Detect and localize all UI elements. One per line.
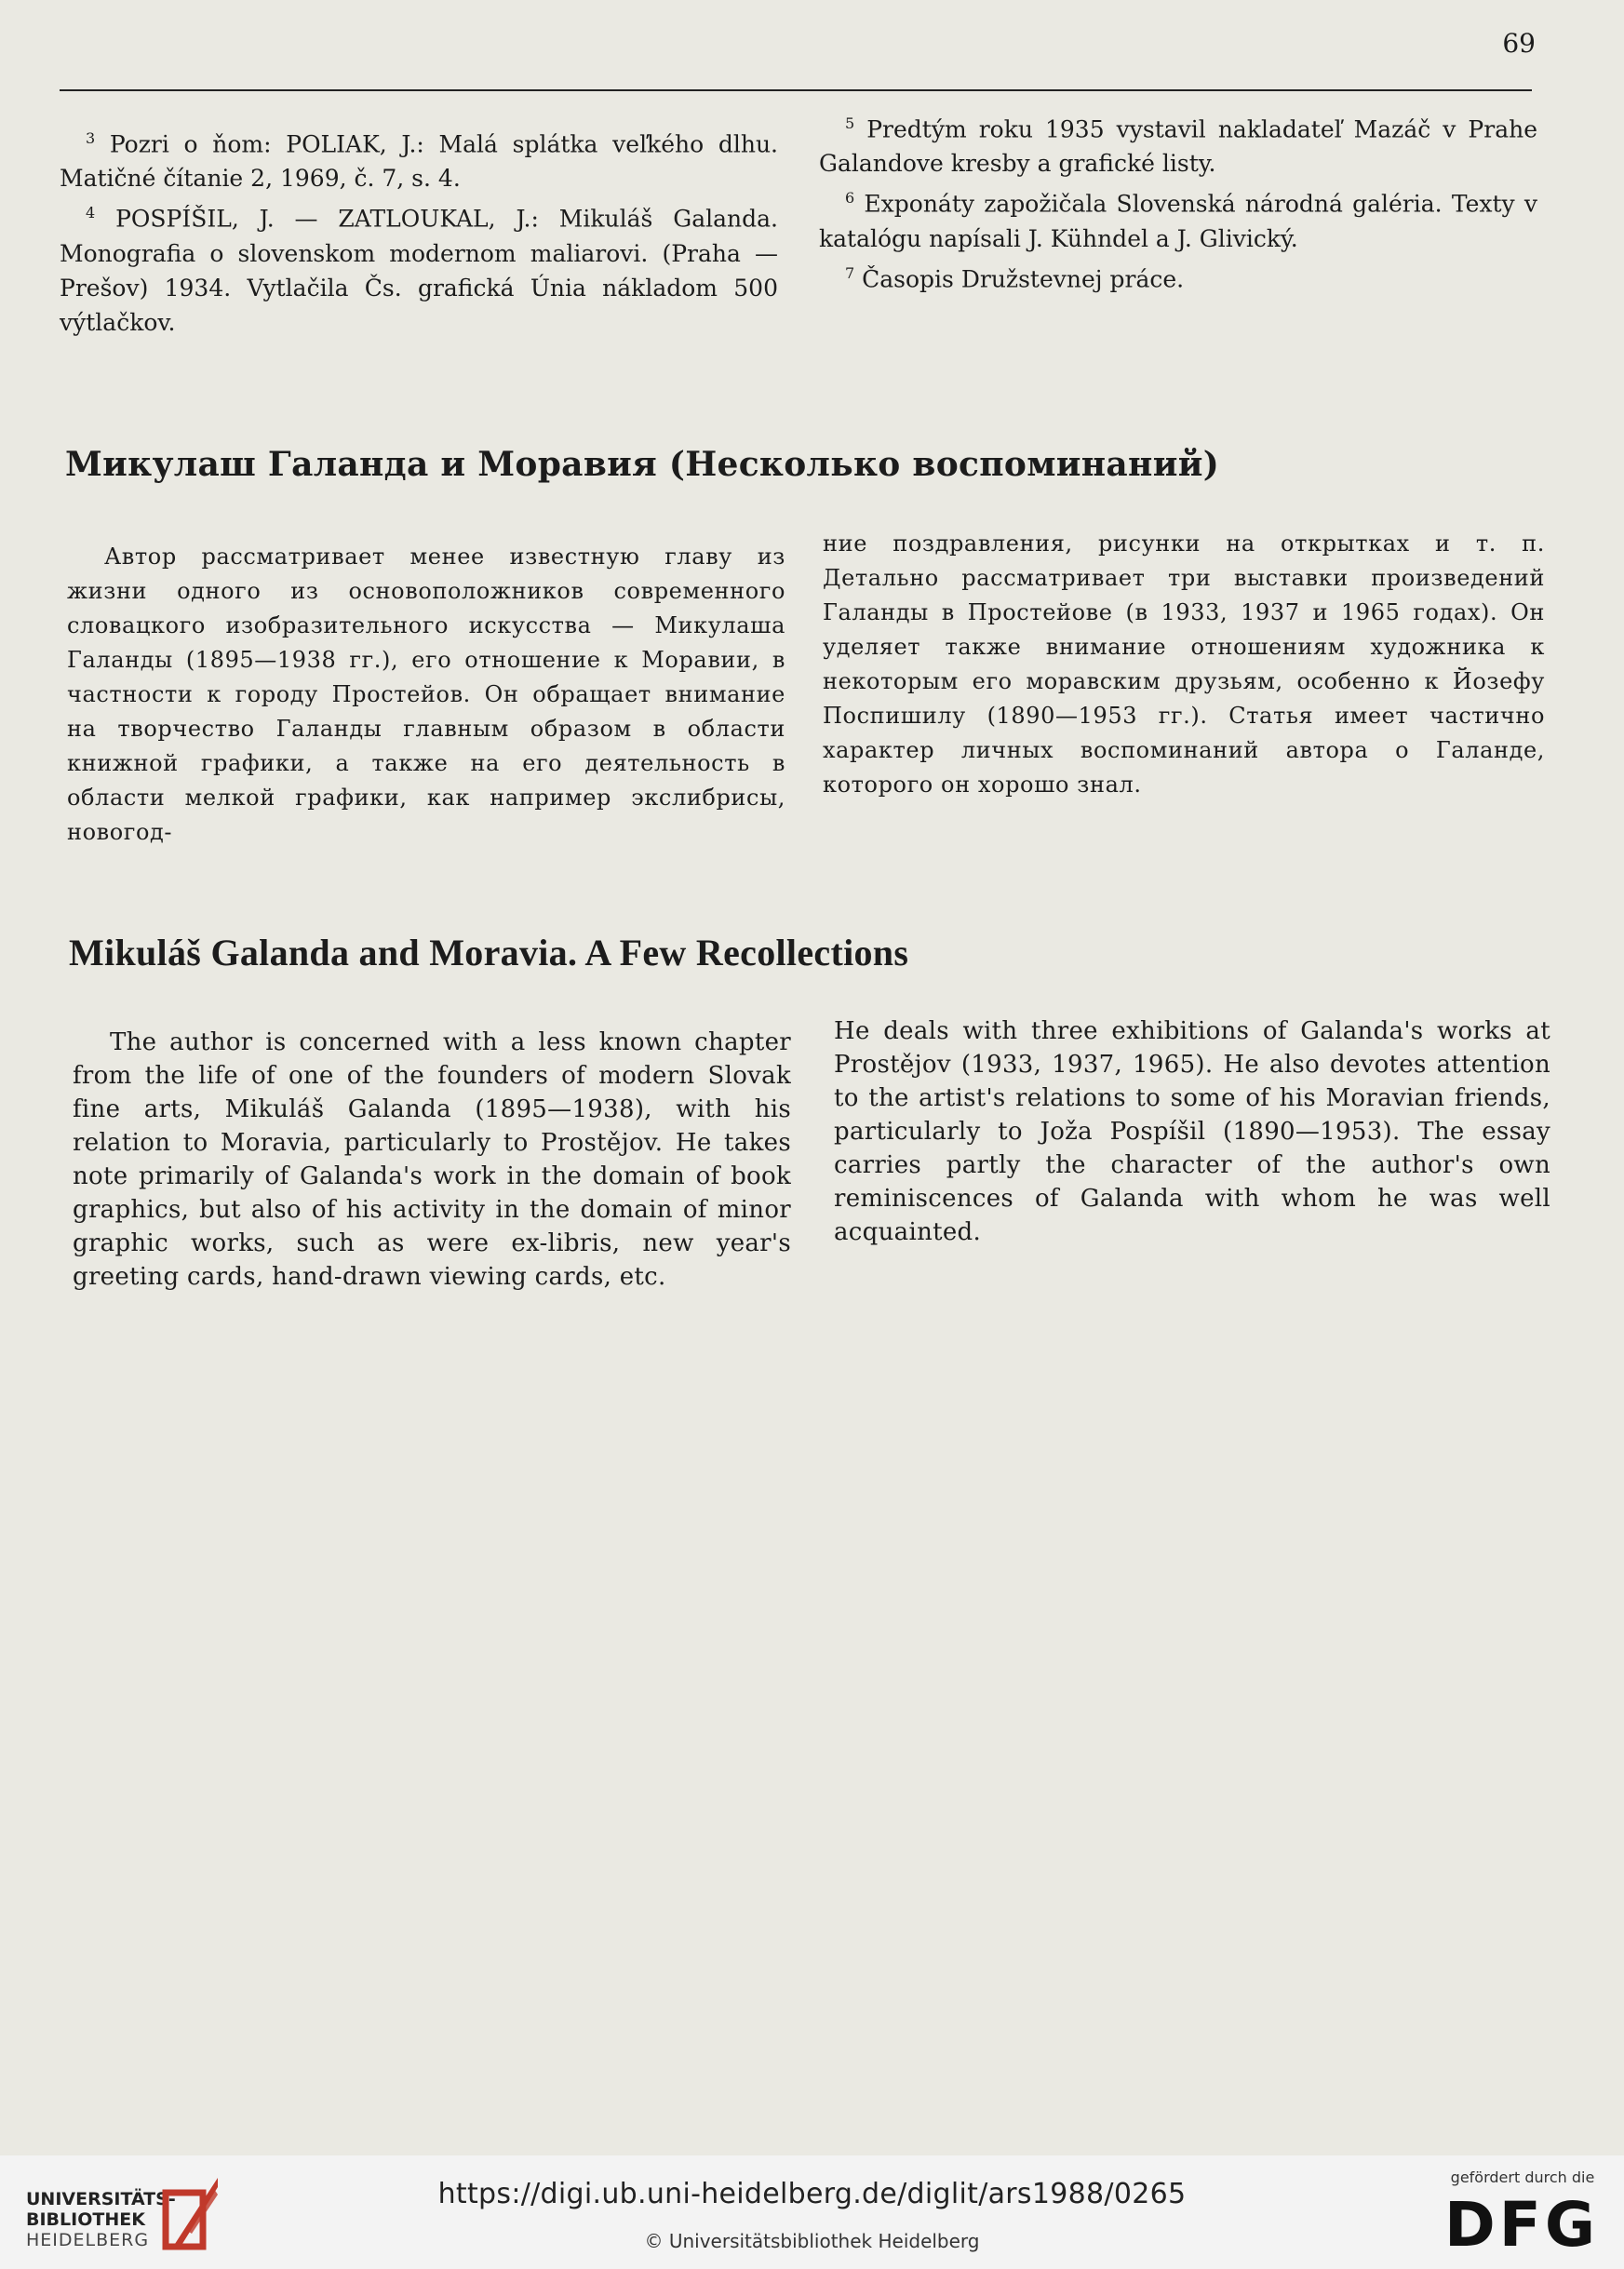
footnote-4: $^4$ POSPÍŠIL, J. — ZATLOUKAL, J.: Mikuláš Galanda. Monografia o slovenskom modernom maliarovi. (Praha — Prešov) 1934. Vytlačila Čs. grafická Únia nákladom 500 výtlačkov. xyxy=(60,204,778,336)
library-name-line3: HEIDELBERG xyxy=(26,2230,150,2250)
footnote-7: $^7$ Časopis Družstevnej práce. xyxy=(845,263,1185,292)
sponsor-text: gefördert durch die xyxy=(1450,2168,1595,2186)
english-abstract-col1: The author is concerned with a less known chapter from the life of one of the founders of modern Slovak fine arts, Mikuláš Galanda (1895—1938), with his relation to Moravia, particularly to Prostějov. He takes note primarily of Galanda's work in the domain of book graphics, but also of his activity in the domain of minor graphic works, such as were ex-libris, new year's greeting cards, hand-drawn viewing cards, etc. xyxy=(73,1028,791,1291)
footnote-3: $^3$ Pozri o ňom: POLIAK, J.: Malá splátka veľkého dlhu. Matičné čítanie 2, 1969, č. 7, s. 4. xyxy=(60,129,778,193)
footnote-6: $^6$ Exponáty zapožičala Slovenská národná galéria. Texty v katalógu napísali J. Kühndel a J. Glivický. xyxy=(819,189,1537,252)
russian-abstract-col2: ние поздравления, рисунки на открытках и т. п. Детально рассматривает три выставки произведений Галанды в Простейове (в 1933, 1937 и 1965 годах). Он уделяет также внимание отношениям художника к некоторым его моравским друзьям, особенно к Йозефу Поспишилу (1890—1953 гг.). Статья имеет частично характер личных воспоминаний автора о Галанде, которого он хорошо знал. xyxy=(823,530,1545,798)
copyright-notice: © Universitätsbibliothek Heidelberg xyxy=(644,2230,980,2252)
library-name-line1: UNIVERSITÄTS- xyxy=(26,2189,176,2209)
english-heading: Mikuláš Galanda and Moravia. A Few Recollections xyxy=(69,932,909,973)
library-name-line2: BIBLIOTHEK xyxy=(26,2209,145,2230)
page-number: 69 xyxy=(1502,28,1536,59)
footnote-5: $^5$ Predtým roku 1935 vystavil nakladateľ Mazáč v Prahe Galandove kresby a grafické listy. xyxy=(819,114,1538,178)
english-abstract-col2: He deals with three exhibitions of Galanda's works at Prostějov (1933, 1937, 1965). He also devotes attention to the artist's relations to some of his Moravian friends, particularly to Joža Pospíšil (1890—1953). The essay carries partly the character of the author's own reminiscences of Galanda with whom he was well acquainted. xyxy=(834,1017,1550,1246)
top-rule xyxy=(60,89,1532,91)
russian-heading: Микулаш Галанда и Моравия (Несколько воспоминаний) xyxy=(65,445,1220,484)
russian-abstract-col1: Автор рассматривает менее известную главу из жизни одного из основоположников современного словацкого изобразительного искусства — Микулаша Галанды (1895—1938 гг.), его отношение к Моравии, в частности к городу Простейов. Он обращает внимание на творчество Галанды главным образом в области книжной графики, а также на его деятельность в области мелкой графики, как например экслибрисы, новогод- xyxy=(67,544,785,845)
footer-band xyxy=(0,2155,1624,2269)
dfg-logo: DFG xyxy=(1444,2189,1600,2261)
document-url[interactable]: https://digi.ub.uni-heidelberg.de/diglit/ars1988/0265 xyxy=(437,2178,1187,2210)
footnotes-right xyxy=(819,106,1537,296)
footnotes-left xyxy=(60,121,778,340)
